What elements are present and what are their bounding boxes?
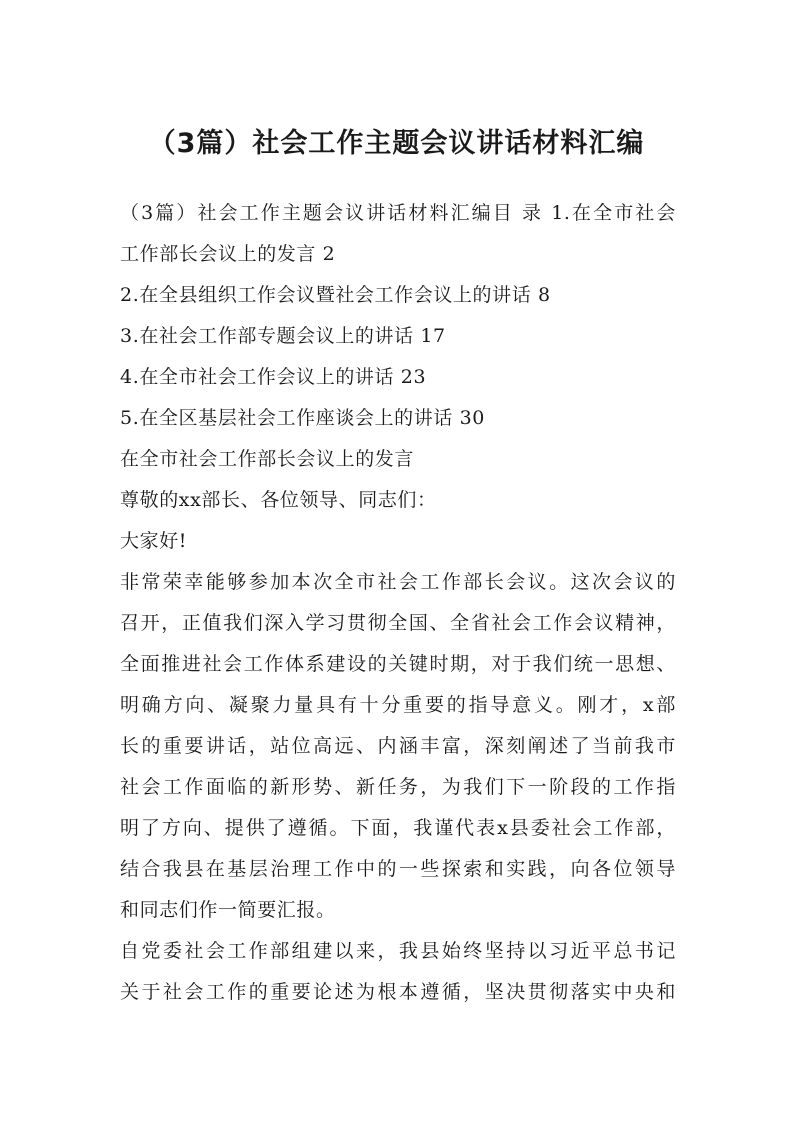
paragraph-line: 长的重要讲话，站位高远、内涵丰富，深刻阐述了当前我市 (120, 735, 676, 757)
document-title: （3篇）社会工作主题会议讲话材料汇编 (148, 128, 645, 159)
speech-title: 在全市社会工作部长会议上的发言 (120, 448, 415, 470)
paragraph-line: 自党委社会工作部组建以来，我县始终坚持以习近平总书记 (120, 940, 676, 962)
paragraph-line: 明了方向、提供了遵循。下面，我谨代表x县委社会工作部， (120, 817, 676, 839)
paragraph-line: 非常荣幸能够参加本次全市社会工作部长会议。这次会议的 (120, 571, 676, 593)
toc-intro-line: （3篇）社会工作主题会议讲话材料汇编目 录 1.在全市社会 (120, 202, 676, 224)
paragraph-line: 明确方向、凝聚力量具有十分重要的指导意义。刚才，x部 (120, 694, 676, 716)
paragraph-line: 全面推进社会工作体系建设的关键时期，对于我们统一思想、 (120, 653, 676, 675)
paragraph-line: 和同志们作一简要汇报。 (120, 899, 336, 921)
toc-item: 4.在全市社会工作会议上的讲话 23 (120, 366, 427, 388)
toc-item: 5.在全区基层社会工作座谈会上的讲话 30 (120, 407, 485, 429)
document-body (120, 193, 676, 1013)
paragraph-line: 社会工作面临的新形势、新任务，为我们下一阶段的工作指 (120, 776, 676, 798)
salutation: 尊敬的xx部长、各位领导、同志们： (120, 489, 437, 511)
toc-item: 2.在全县组织工作会议暨社会工作会议上的讲话 8 (120, 284, 551, 306)
paragraph-line: 召开，正值我们深入学习贯彻全国、全省社会工作会议精神， (120, 612, 676, 634)
greeting: 大家好! (120, 530, 188, 552)
toc-item: 3.在社会工作部专题会议上的讲话 17 (120, 325, 446, 347)
paragraph-line: 关于社会工作的重要论述为根本遵循，坚决贯彻落实中央和 (120, 981, 676, 1003)
toc-intro-line: 工作部长会议上的发言 2 (120, 243, 336, 265)
paragraph-line: 结合我县在基层治理工作中的一些探索和实践，向各位领导 (120, 858, 676, 880)
